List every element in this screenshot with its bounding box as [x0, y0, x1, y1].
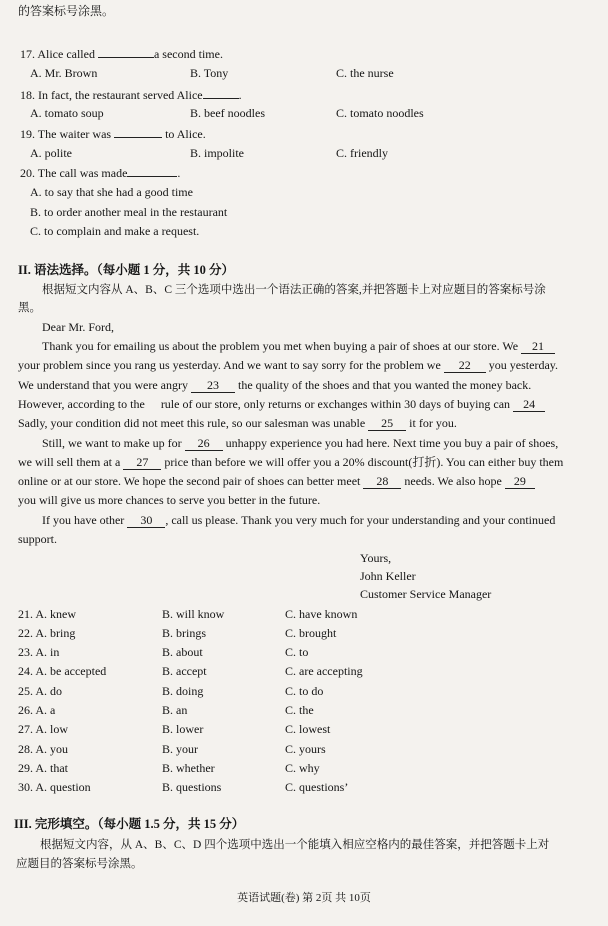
answer-blank: [127, 164, 177, 177]
blank-23: 23: [191, 379, 235, 393]
letter-line: you will give us more chances to serve you better in the future.: [18, 493, 321, 507]
blank-28: 28: [363, 475, 401, 489]
option-23-c: C. to: [285, 645, 309, 659]
section-2-instructions-cont: 黑。: [18, 302, 41, 314]
option-21-c: C. have known: [285, 607, 358, 621]
letter-line: online or at our store. We hope the second pair of shoes can better meet 28 needs. We also hope 29: [18, 474, 535, 489]
section-3-instructions-cont: 应题目的答案标号涂黑。: [16, 858, 143, 870]
option-29-a: 29. A. that: [18, 761, 68, 775]
option-25-c: C. to do: [285, 684, 324, 698]
blank-26: 26: [185, 437, 223, 451]
letter-line: support.: [18, 532, 57, 546]
option-22-b: B. brings: [162, 626, 207, 640]
option-23-b: B. about: [162, 645, 203, 659]
option-30-b: B. questions: [162, 780, 222, 794]
answer-blank: [98, 45, 154, 58]
option-24-b: B. accept: [162, 664, 207, 678]
option-24-a: 24. A. be accepted: [18, 664, 107, 678]
intro-tail: 的答案标号涂黑。: [18, 4, 115, 18]
option-26-a: 26. A. a: [18, 703, 56, 717]
option-21-b: B. will know: [162, 607, 225, 621]
option-29-b: B. whether: [162, 761, 215, 775]
letter-signer-title: Customer Service Manager: [360, 587, 492, 601]
option-25-a: 25. A. do: [18, 684, 63, 698]
letter-line: Still, we want to make up for 26 unhappy experience you had here. Next time you buy a pair of shoes,: [42, 436, 559, 450]
option-21-a: 21. A. knew: [18, 607, 76, 621]
question-20: 20. The call was made .: [20, 166, 181, 180]
option-25-b: B. doing: [162, 684, 204, 698]
option-26-c: C. the: [285, 703, 314, 717]
answer-blank: [203, 86, 239, 99]
option-30-c: C. questions’: [285, 780, 349, 794]
letter-greeting: Dear Mr. Ford,: [42, 320, 114, 334]
letter-line: your problem since you rang us yesterday. And we want to say sorry for the problem we 22 you yesterday.: [18, 358, 558, 372]
option-23-a: 23. A. in: [18, 645, 60, 659]
section-2-instructions: 根据短文内容从 A、B、C 三个选项中选出一个语法正确的答案,并把答题卡上对应题目的答案标号涂: [42, 284, 546, 296]
option-a: A. Mr. Brown: [30, 66, 98, 80]
option-c: C. to complain and make a request.: [30, 224, 200, 238]
letter-closing: Yours,: [360, 551, 392, 565]
question-19: 19. The waiter was to Alice.: [20, 127, 206, 141]
section-3-title: III. 完形填空。（每小题 1.5 分，共 15 分）: [14, 817, 245, 831]
option-28-b: B. your: [162, 742, 198, 756]
question-18: 18. In fact, the restaurant served Alice .: [20, 88, 242, 102]
option-24-c: C. are accepting: [285, 664, 363, 678]
letter-line: Thank you for emailing us about the problem you met when buying a pair of shoes at our store. We 21: [42, 339, 555, 354]
letter-line: If you have other 30 , call us please. Thank you very much for your understanding and your continued: [42, 513, 556, 527]
blank-27: 27: [123, 456, 161, 470]
blank-21: 21: [521, 340, 555, 354]
option-b: B. impolite: [190, 146, 244, 160]
question-17: 17. Alice called a second time.: [20, 47, 223, 61]
option-29-c: C. why: [285, 761, 320, 775]
section-2-title: II. 语法选择。（每小题 1 分，共 10 分）: [18, 263, 234, 277]
blank-25: 25: [368, 417, 406, 431]
section-3-instructions: 根据短文内容，从 A、B、C、D 四个选项中选出一个能填入相应空格内的最佳答案，并把答题卡上对: [40, 839, 550, 851]
letter-line: We understand that you were angry 23 the quality of the shoes and that you wanted the money back.: [18, 378, 532, 392]
option-26-b: B. an: [162, 703, 188, 717]
option-a: A. tomato soup: [30, 106, 104, 120]
option-b: B. to order another meal in the restaurant: [30, 205, 228, 219]
option-a: A. to say that she had a good time: [30, 185, 193, 199]
letter-signer: John Keller: [360, 569, 416, 583]
option-b: B. Tony: [190, 66, 229, 80]
option-27-a: 27. A. low: [18, 722, 69, 736]
option-c: C. friendly: [336, 146, 388, 160]
option-a: A. polite: [30, 146, 72, 160]
blank-24: 24: [513, 398, 545, 412]
blank-30: 30: [127, 514, 165, 528]
page-footer: 英语试题(卷) 第 2页 共 10页: [237, 892, 371, 904]
option-30-a: 30. A. question: [18, 780, 91, 794]
blank-29: 29: [505, 475, 535, 489]
answer-blank: [114, 125, 162, 138]
option-28-a: 28. A. you: [18, 742, 69, 756]
option-22-a: 22. A. bring: [18, 626, 76, 640]
option-28-c: C. yours: [285, 742, 326, 756]
option-c: C. the nurse: [336, 66, 394, 80]
option-27-c: C. lowest: [285, 722, 331, 736]
blank-22: 22: [444, 359, 486, 373]
letter-line: we will sell them at a 27 price than before we will offer you a 20% discount(打折). You can either buy them: [18, 455, 564, 469]
option-27-b: B. lower: [162, 722, 204, 736]
letter-line: However, according to the rule of our store, only returns or exchanges within 30 days of buying can 24: [18, 397, 545, 412]
option-22-c: C. brought: [285, 626, 337, 640]
option-c: C. tomato noodles: [336, 106, 424, 120]
option-b: B. beef noodles: [190, 106, 265, 120]
letter-line: Sadly, your condition did not meet this rule, so our salesman was unable 25 it for you.: [18, 416, 457, 430]
